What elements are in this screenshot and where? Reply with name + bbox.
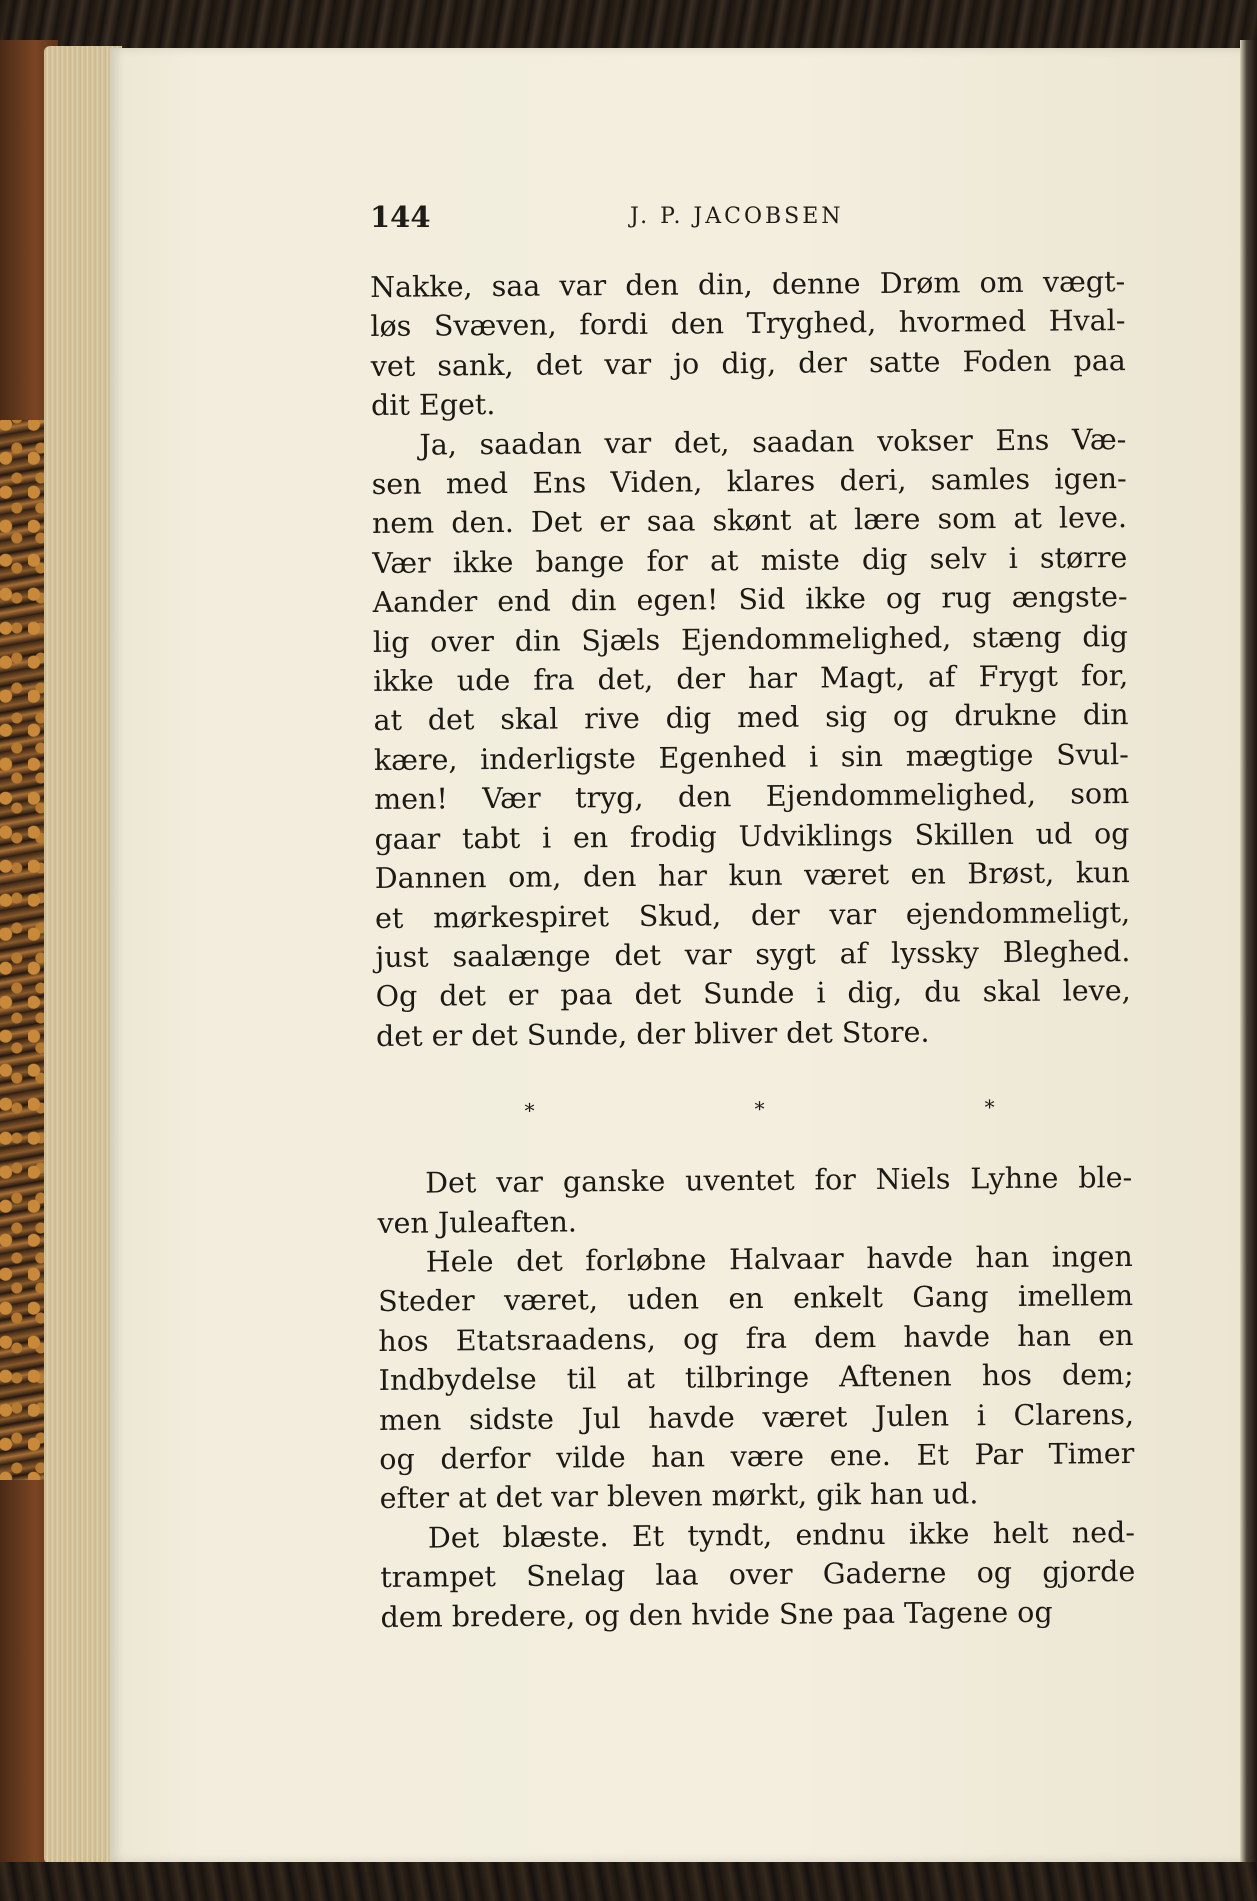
text-line: nem den. Det er saa skønt at lære som at leve. [371, 501, 1128, 541]
text-line: gaar tabt i en frodig Udviklings Skillen ud og [374, 816, 1130, 856]
text-line: Det blæste. Et tyndt, endnu ikke helt ned- [427, 1515, 1136, 1555]
text-line: Hele det forløbne Halvaar havde han ingen [425, 1239, 1133, 1279]
text-line: men! Vær tryg, den Ejendommelighed, som [374, 777, 1130, 817]
book-bottom-edge [0, 1862, 1257, 1901]
text-line: løs Svæven, fordi den Tryghed, hvormed Hval- [370, 304, 1126, 344]
section-break-star: * [524, 1098, 535, 1123]
text-line: Indbydelse til at tilbringe Aftenen hos dem; [378, 1358, 1134, 1398]
text-line: Og det er paa det Sunde i dig, du skal leve, [375, 974, 1131, 1014]
text-line: Steder været, uden en enkelt Gang imellem [377, 1279, 1134, 1319]
text-line: Nakke, saa var den din, denne Drøm om vægt- [370, 265, 1126, 304]
text-line: hos Etatsraadens, og fra dem havde han en [378, 1318, 1134, 1358]
text-after-break [377, 1158, 1136, 1637]
text-line: et mørkespiret Skud, der var ejendommeligt, [374, 895, 1131, 935]
text-line: kære, inderligste Egenhed i sin mægtige Svul- [373, 737, 1129, 777]
text-line: men sidste Jul havde været Julen i Clarens, [378, 1397, 1135, 1437]
page-body-text [370, 262, 1136, 1637]
paragraph [380, 1513, 1136, 1637]
running-head: J. P. JACOBSEN [630, 204, 844, 229]
section-break-star: * [754, 1097, 765, 1122]
text-line: Dannen om, den har kun været en Brøst, kun [374, 856, 1130, 896]
book-top-edge [0, 0, 1257, 48]
text-line: sen med Ens Viden, klares deri, samles igen- [371, 462, 1127, 502]
text-line: det er det Sunde, der bliver det Store. [375, 1015, 930, 1053]
text-line: lig over din Sjæls Ejendommelighed, stæng dig [372, 619, 1129, 659]
page-header [260, 200, 1140, 240]
text-line: ven Juleaften. [377, 1204, 578, 1240]
text-line: vet sank, det var jo dig, der satte Foden paa [370, 343, 1126, 383]
section-break [525, 1095, 995, 1123]
text-line: Det var ganske uventet for Niels Lyhne ble- [425, 1161, 1133, 1200]
text-line: dit Eget. [370, 388, 496, 423]
section-break-star: * [984, 1095, 995, 1120]
text-before-break [370, 262, 1131, 1056]
text-line: og derfor vilde han være ene. Et Par Timer [379, 1437, 1135, 1476]
text-line: dem bredere, og den hvide Sne paa Tagene og [380, 1595, 1053, 1634]
page-number: 144 [370, 200, 431, 234]
text-line: efter at det var bleven mørkt, gik han ud. [379, 1477, 979, 1516]
text-line: Vær ikke bange for at miste dig selv i større [372, 540, 1128, 580]
text-line: Aander end din egen! Sid ikke og rug ængste- [372, 580, 1128, 620]
paragraph [378, 1237, 1135, 1519]
paragraph [371, 420, 1131, 1056]
book-right-edge [1240, 40, 1257, 1870]
paragraph [370, 262, 1126, 426]
text-line: ikke ude fra det, der har Magt, af Frygt for, [373, 659, 1129, 699]
text-line: Ja, saadan var det, saadan vokser Ens Væ- [419, 422, 1127, 462]
text-line: trampet Snelag laa over Gaderne og gjorde [380, 1555, 1136, 1595]
text-line: at det skal rive dig med sig og drukne din [373, 698, 1129, 738]
paragraph [377, 1158, 1133, 1243]
text-line: just saalænge det var sygt af lyssky Bleghed. [375, 934, 1131, 974]
